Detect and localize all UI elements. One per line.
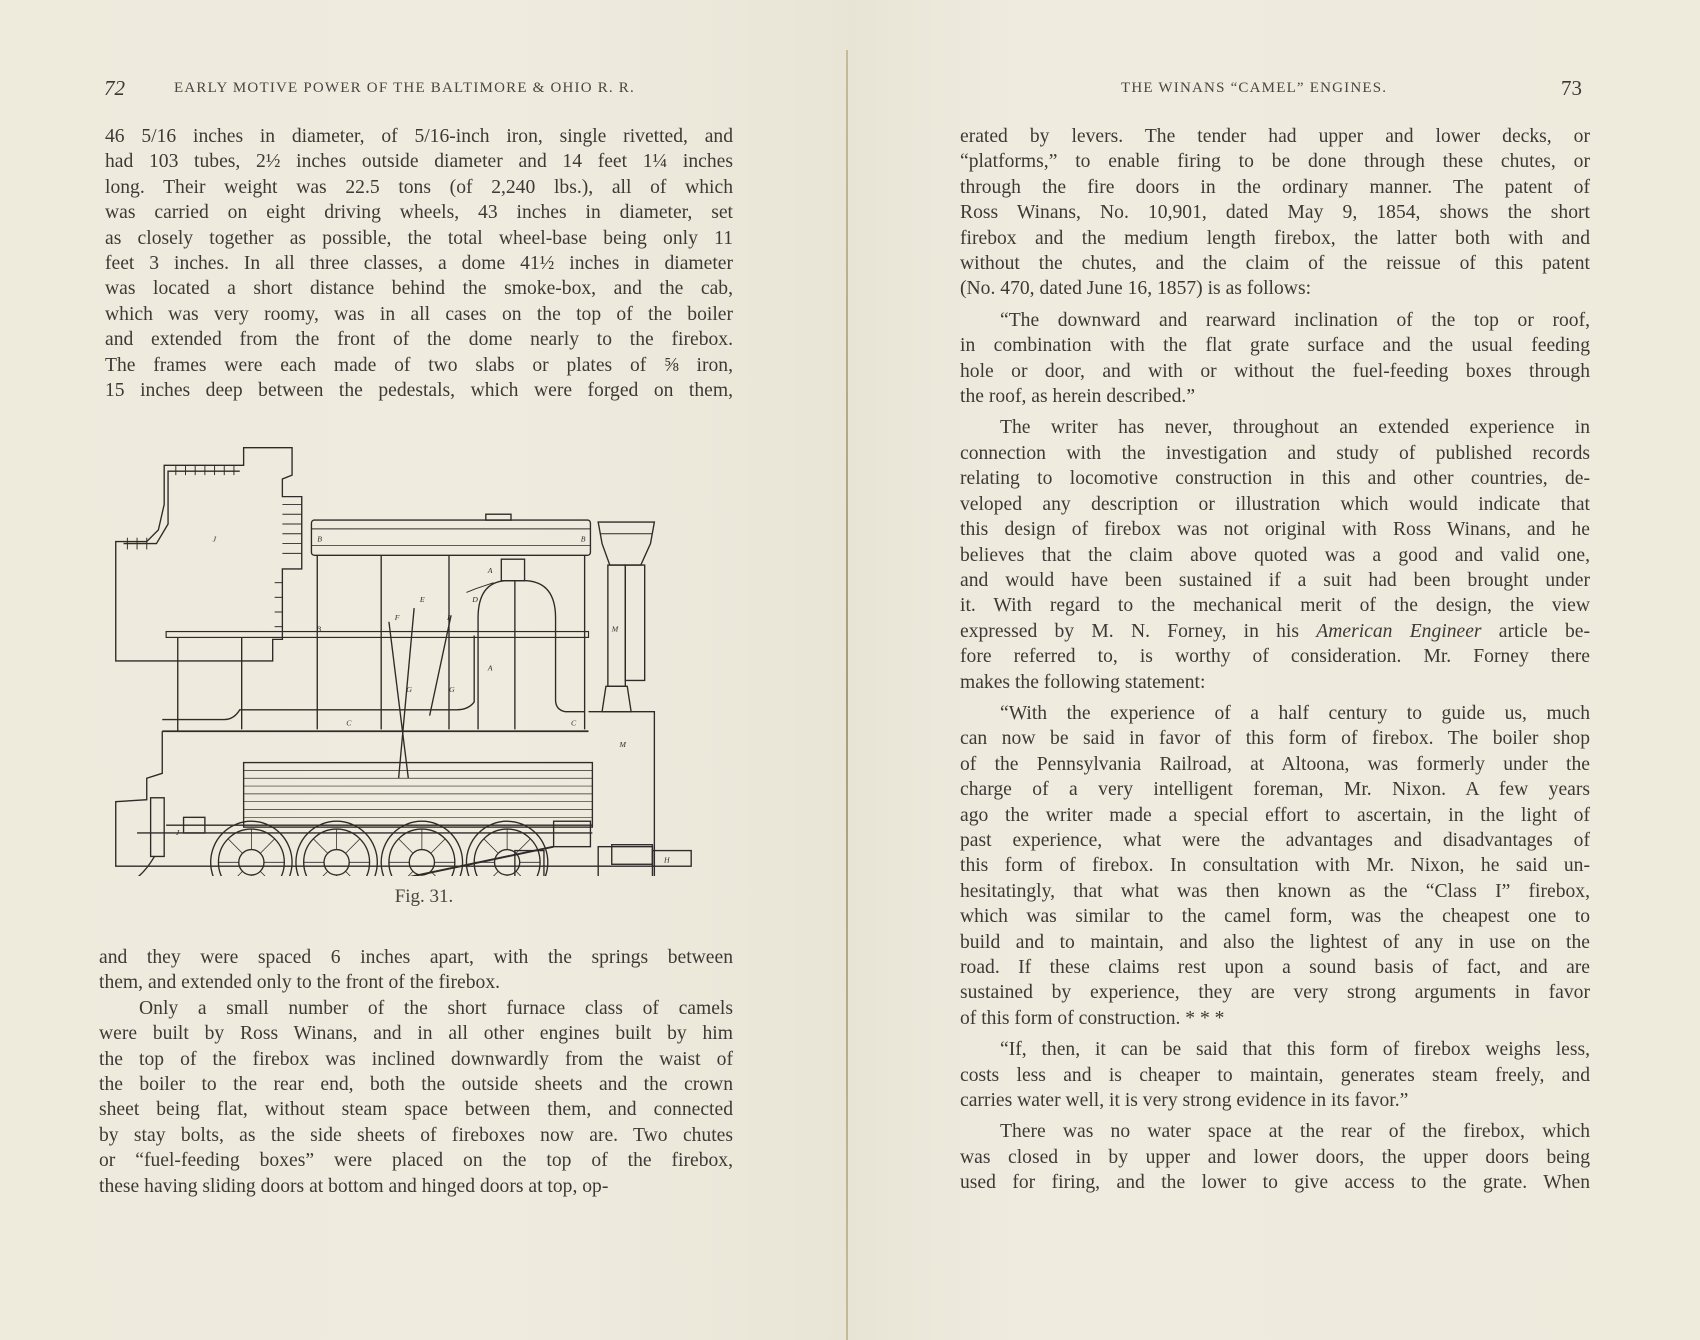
svg-text:C: C [346, 718, 352, 728]
text-line: through the fire doors in the ordinary manner. The patent of [960, 176, 1590, 198]
text-line: “If, then, it can be said that this form of firebox weighs less, [1000, 1039, 1590, 1061]
svg-text:G: G [448, 685, 455, 695]
text-line: feet 3 inches. In all three classes, a dome 41½ inches in diameter [105, 253, 733, 275]
text-line: as closely together as possible, the total wheel-base being only 11 [105, 227, 733, 249]
svg-text:C: C [571, 718, 577, 728]
right-body-text [960, 124, 1590, 1196]
text-line: the top of the firebox was inclined downwardly from the waist of [99, 1048, 733, 1070]
text-line: long. Their weight was 22.5 tons (of 2,240 lbs.), all of which [105, 176, 733, 198]
text-line: used for firing, and the lower to give access to the grate. When [960, 1172, 1590, 1194]
text-line: by stay bolts, as the side sheets of fireboxes now are. Two chutes [99, 1124, 733, 1146]
text-line: (No. 470, dated June 16, 1857) is as follows: [960, 278, 1312, 300]
running-head-left: EARLY MOTIVE POWER OF THE BALTIMORE & OHIO R. R. [174, 80, 635, 96]
right-page [848, 0, 1700, 1340]
text-line: road. If these claims rest upon a sound basis of fact, and are [960, 957, 1590, 978]
page-number-left: 72 [104, 76, 125, 100]
text-line: 15 inches deep between the pedestals, which were forged on them, [105, 380, 733, 402]
text-line: relating to locomotive construction in this and other countries, de- [960, 468, 1590, 490]
left-top-text [105, 124, 733, 403]
text-line: them, and extended only to the front of the firebox. [99, 972, 501, 994]
text-line: charge of a very intelligent foreman, Mr. Nixon. A few years [960, 779, 1590, 801]
text-line: “platforms,” to enable firing to be done through these chutes, or [960, 151, 1590, 173]
text-line: was closed in by upper and lower doors, the upper doors being [960, 1146, 1590, 1168]
svg-text:M: M [619, 739, 626, 749]
text-line: in combination with the flat grate surface and the usual feeding [960, 335, 1590, 357]
text-line: of this form of construction. * * * [960, 1007, 1225, 1029]
text-line: and would have been sustained if a suit had been brought under [960, 569, 1590, 591]
svg-text:G: G [406, 685, 412, 695]
running-head-right: THE WINANS “CAMEL” ENGINES. [1121, 80, 1388, 96]
text-line: without the chutes, and the claim of the reissue of this patent [960, 253, 1590, 275]
text-line: were built by Ross Winans, and in all other engines built by him [99, 1023, 733, 1045]
text-line: erated by levers. The tender had upper and lower decks, or [960, 126, 1590, 147]
text-line: these having sliding doors at bottom and hinged doors at top, op- [99, 1175, 609, 1197]
text-line: Ross Winans, No. 10,901, dated May 9, 1854, shows the short [960, 202, 1590, 224]
svg-text:F: F [447, 612, 452, 622]
text-line: 46 5/16 inches in diameter, of 5/16-inch iron, single rivetted, and [105, 126, 733, 147]
text-line: Only a small number of the short furnace class of camels [139, 997, 733, 1019]
text-line: hesitatingly, that what was then known as the “Class I” firebox, [960, 880, 1590, 902]
svg-text:F: F [394, 612, 400, 622]
text-line: expressed by M. N. Forney, in his American Engineer article be- [960, 620, 1591, 642]
svg-text:A: A [487, 663, 493, 673]
svg-text:D: D [472, 595, 478, 605]
text-line: costs less and is cheaper to maintain, generates steam freely, and [960, 1064, 1590, 1086]
text-line: and they were spaced 6 inches apart, with the springs between [99, 947, 733, 968]
text-line: fore referred to, is worthy of consideration. Mr. Forney there [960, 646, 1590, 668]
text-line: this design of firebox was not original with Ross Winans, and he [960, 519, 1590, 541]
text-line: it. With regard to the mechanical merit of the design, the view [960, 595, 1590, 617]
text-line: which was very roomy, was in all cases on the top of the boiler [105, 303, 733, 325]
text-line: past experience, what were the advantages and disadvantages of [960, 829, 1590, 851]
text-line: was located a short distance behind the smoke-box, and the cab, [105, 278, 733, 300]
text-line: or “fuel-feeding boxes” were placed on the top of the firebox, [99, 1150, 733, 1172]
text-line: makes the following statement: [960, 671, 1206, 693]
text-line: The frames were each made of two slabs or plates of ⅝ iron, [105, 354, 733, 376]
svg-text:E: E [419, 595, 425, 605]
text-line: There was no water space at the rear of the firebox, which [1000, 1121, 1590, 1143]
svg-text:M: M [611, 624, 619, 634]
svg-text:J: J [212, 534, 217, 544]
text-line: the roof, as herein described.” [960, 386, 1196, 408]
text-line: the boiler to the rear end, both the outside sheets and the crown [99, 1074, 733, 1096]
svg-text:B: B [316, 624, 322, 634]
page-number-right: 73 [1561, 76, 1582, 100]
svg-text:B: B [317, 534, 322, 544]
text-line: had 103 tubes, 2½ inches outside diameter and 14 feet 1¼ inches [105, 151, 733, 173]
text-line: can now be said in favor of this form of firebox. The boiler shop [960, 728, 1590, 750]
text-line: was carried on eight driving wheels, 43 inches in diameter, set [105, 202, 733, 224]
text-line: “The downward and rearward inclination of the top or roof, [1000, 309, 1590, 331]
left-bottom-text [99, 945, 733, 1199]
left-page [0, 0, 848, 1340]
text-line: hole or door, and with or without the fuel-feeding boxes through [960, 360, 1590, 382]
text-line: build and to maintain, and also the lightest of any in use on the [960, 931, 1590, 953]
text-line: this form of firebox. In consultation with Mr. Nixon, he said un- [960, 855, 1590, 877]
text-line: connection with the investigation and study of published records [960, 442, 1590, 464]
text-line: “With the experience of a half century to guide us, much [1000, 702, 1590, 724]
svg-text:B: B [580, 534, 586, 544]
text-line: firebox and the medium length firebox, the latter both with and [960, 227, 1590, 249]
text-line: carries water well, it is very strong evidence in its favor.” [960, 1090, 1409, 1112]
text-line: The writer has never, throughout an extended experience in [1000, 417, 1590, 439]
text-line: sheet being flat, without steam space between them, and connected [99, 1099, 733, 1121]
text-line: which was similar to the camel form, was the cheapest one to [960, 906, 1590, 928]
svg-text:H: H [664, 855, 670, 865]
text-line: veloped any description or illustration which would indicate that [960, 493, 1590, 515]
text-line: believes that the claim above quoted was a good and valid one, [960, 544, 1590, 566]
locomotive-figure [108, 436, 728, 876]
svg-text:A: A [487, 565, 493, 575]
text-line: ago the writer made a special effort to ascertain, in the light of [960, 804, 1590, 826]
text-line: and extended from the front of the dome nearly to the firebox. [105, 329, 733, 351]
figure-caption: Fig. 31. [394, 886, 454, 907]
text-line: of the Pennsylvania Railroad, at Altoona, was formerly under the [960, 753, 1590, 775]
text-line: sustained by experience, they are very strong arguments in favor [960, 982, 1590, 1004]
svg-text:J: J [175, 827, 180, 837]
